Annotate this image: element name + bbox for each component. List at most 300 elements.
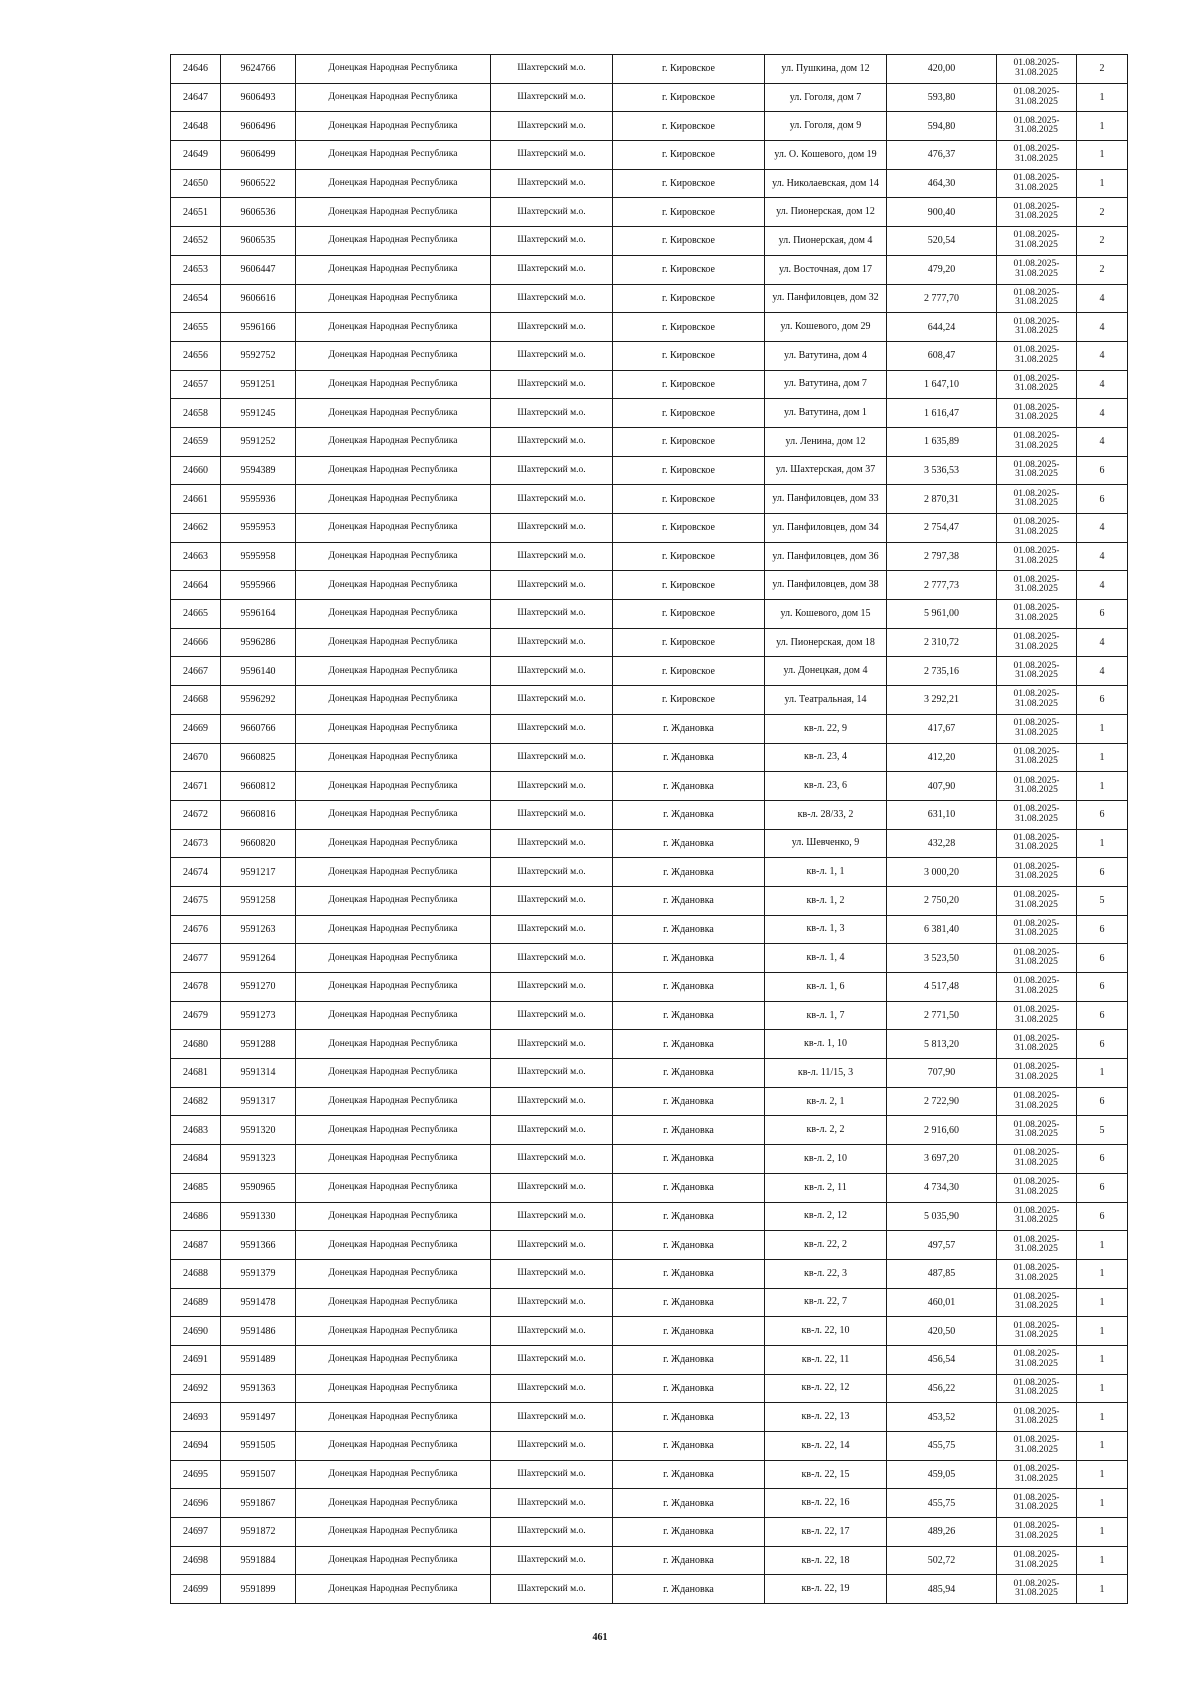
address-cell: ул. Восточная, дом 17 (765, 255, 887, 284)
address-cell: кв-л. 2, 10 (765, 1145, 887, 1174)
area-cell: 900,40 (887, 198, 997, 227)
district-cell: Шахтерский м.о. (491, 858, 613, 887)
area-cell: 497,57 (887, 1231, 997, 1260)
object-code-cell: 9591320 (221, 1116, 296, 1145)
period-cell: 01.08.2025-31.08.2025 (997, 1001, 1077, 1030)
area-cell: 3 292,21 (887, 686, 997, 715)
city-cell: г. Ждановка (613, 1231, 765, 1260)
region-cell: Донецкая Народная Республика (296, 858, 491, 887)
period-cell: 01.08.2025-31.08.2025 (997, 83, 1077, 112)
city-cell: г. Кировское (613, 399, 765, 428)
area-cell: 456,54 (887, 1345, 997, 1374)
table-row (171, 427, 1128, 456)
city-cell: г. Ждановка (613, 1432, 765, 1461)
object-code-cell: 9591314 (221, 1059, 296, 1088)
district-cell: Шахтерский м.о. (491, 341, 613, 370)
area-cell: 417,67 (887, 714, 997, 743)
district-cell: Шахтерский м.о. (491, 169, 613, 198)
district-cell: Шахтерский м.о. (491, 600, 613, 629)
region-cell: Донецкая Народная Республика (296, 628, 491, 657)
table-row (171, 829, 1128, 858)
area-cell: 453,52 (887, 1403, 997, 1432)
address-cell: ул. Ватутина, дом 7 (765, 370, 887, 399)
city-cell: г. Кировское (613, 600, 765, 629)
object-code-cell: 9591264 (221, 944, 296, 973)
row-number-cell: 24697 (171, 1518, 221, 1547)
table-row (171, 284, 1128, 313)
count-cell: 1 (1077, 1345, 1128, 1374)
row-number-cell: 24650 (171, 169, 221, 198)
period-cell: 01.08.2025-31.08.2025 (997, 800, 1077, 829)
table-row (171, 1374, 1128, 1403)
area-cell: 476,37 (887, 141, 997, 170)
row-number-cell: 24690 (171, 1317, 221, 1346)
district-cell: Шахтерский м.о. (491, 1460, 613, 1489)
count-cell: 4 (1077, 284, 1128, 313)
city-cell: г. Кировское (613, 227, 765, 256)
object-code-cell: 9660825 (221, 743, 296, 772)
count-cell: 1 (1077, 1518, 1128, 1547)
object-code-cell: 9596164 (221, 600, 296, 629)
period-cell: 01.08.2025-31.08.2025 (997, 341, 1077, 370)
count-cell: 2 (1077, 227, 1128, 256)
region-cell: Донецкая Народная Республика (296, 1288, 491, 1317)
row-number-cell: 24682 (171, 1087, 221, 1116)
district-cell: Шахтерский м.о. (491, 1374, 613, 1403)
district-cell: Шахтерский м.о. (491, 255, 613, 284)
address-cell: кв-л. 1, 6 (765, 973, 887, 1002)
row-number-cell: 24678 (171, 973, 221, 1002)
object-code-cell: 9596166 (221, 313, 296, 342)
count-cell: 4 (1077, 370, 1128, 399)
region-cell: Донецкая Народная Республика (296, 1202, 491, 1231)
count-cell: 6 (1077, 858, 1128, 887)
city-cell: г. Ждановка (613, 714, 765, 743)
period-cell: 01.08.2025-31.08.2025 (997, 686, 1077, 715)
area-cell: 489,26 (887, 1518, 997, 1547)
period-cell: 01.08.2025-31.08.2025 (997, 858, 1077, 887)
period-cell: 01.08.2025-31.08.2025 (997, 1145, 1077, 1174)
object-code-cell: 9595953 (221, 514, 296, 543)
period-cell: 01.08.2025-31.08.2025 (997, 1202, 1077, 1231)
object-code-cell: 9591884 (221, 1546, 296, 1575)
address-cell: ул. Театральная, 14 (765, 686, 887, 715)
table-row (171, 743, 1128, 772)
city-cell: г. Ждановка (613, 800, 765, 829)
region-cell: Донецкая Народная Республика (296, 141, 491, 170)
district-cell: Шахтерский м.о. (491, 313, 613, 342)
region-cell: Донецкая Народная Республика (296, 1460, 491, 1489)
row-number-cell: 24670 (171, 743, 221, 772)
region-cell: Донецкая Народная Республика (296, 198, 491, 227)
district-cell: Шахтерский м.о. (491, 1345, 613, 1374)
city-cell: г. Кировское (613, 370, 765, 399)
district-cell: Шахтерский м.о. (491, 973, 613, 1002)
period-cell: 01.08.2025-31.08.2025 (997, 915, 1077, 944)
table-row (171, 858, 1128, 887)
area-cell: 2 797,38 (887, 542, 997, 571)
period-cell: 01.08.2025-31.08.2025 (997, 1259, 1077, 1288)
address-cell: ул. Кошевого, дом 29 (765, 313, 887, 342)
period-cell: 01.08.2025-31.08.2025 (997, 255, 1077, 284)
object-code-cell: 9660820 (221, 829, 296, 858)
count-cell: 1 (1077, 1259, 1128, 1288)
region-cell: Донецкая Народная Республика (296, 169, 491, 198)
city-cell: г. Кировское (613, 571, 765, 600)
area-cell: 1 616,47 (887, 399, 997, 428)
table-row (171, 886, 1128, 915)
table-row (171, 1059, 1128, 1088)
district-cell: Шахтерский м.о. (491, 1145, 613, 1174)
address-cell: ул. Шевченко, 9 (765, 829, 887, 858)
object-code-cell: 9591217 (221, 858, 296, 887)
area-cell: 594,80 (887, 112, 997, 141)
area-cell: 2 777,70 (887, 284, 997, 313)
row-number-cell: 24679 (171, 1001, 221, 1030)
object-code-cell: 9592752 (221, 341, 296, 370)
count-cell: 1 (1077, 1546, 1128, 1575)
area-cell: 5 961,00 (887, 600, 997, 629)
city-cell: г. Ждановка (613, 772, 765, 801)
row-number-cell: 24661 (171, 485, 221, 514)
row-number-cell: 24657 (171, 370, 221, 399)
region-cell: Донецкая Народная Республика (296, 571, 491, 600)
city-cell: г. Ждановка (613, 915, 765, 944)
period-cell: 01.08.2025-31.08.2025 (997, 456, 1077, 485)
city-cell: г. Кировское (613, 284, 765, 313)
object-code-cell: 9606536 (221, 198, 296, 227)
period-cell: 01.08.2025-31.08.2025 (997, 198, 1077, 227)
city-cell: г. Кировское (613, 456, 765, 485)
address-cell: кв-л. 2, 11 (765, 1173, 887, 1202)
area-cell: 1 635,89 (887, 427, 997, 456)
object-code-cell: 9591288 (221, 1030, 296, 1059)
region-cell: Донецкая Народная Республика (296, 743, 491, 772)
address-cell: кв-л. 28/33, 2 (765, 800, 887, 829)
area-cell: 412,20 (887, 743, 997, 772)
count-cell: 4 (1077, 571, 1128, 600)
object-code-cell: 9595966 (221, 571, 296, 600)
area-cell: 432,28 (887, 829, 997, 858)
count-cell: 1 (1077, 1489, 1128, 1518)
object-code-cell: 9606499 (221, 141, 296, 170)
count-cell: 6 (1077, 1145, 1128, 1174)
period-cell: 01.08.2025-31.08.2025 (997, 714, 1077, 743)
count-cell: 4 (1077, 341, 1128, 370)
object-code-cell: 9591245 (221, 399, 296, 428)
period-cell: 01.08.2025-31.08.2025 (997, 600, 1077, 629)
period-cell: 01.08.2025-31.08.2025 (997, 1345, 1077, 1374)
period-cell: 01.08.2025-31.08.2025 (997, 169, 1077, 198)
region-cell: Донецкая Народная Республика (296, 1145, 491, 1174)
count-cell: 1 (1077, 743, 1128, 772)
table-row (171, 1288, 1128, 1317)
period-cell: 01.08.2025-31.08.2025 (997, 1059, 1077, 1088)
district-cell: Шахтерский м.о. (491, 83, 613, 112)
area-cell: 2 870,31 (887, 485, 997, 514)
city-cell: г. Кировское (613, 141, 765, 170)
period-cell: 01.08.2025-31.08.2025 (997, 944, 1077, 973)
count-cell: 1 (1077, 1403, 1128, 1432)
count-cell: 4 (1077, 657, 1128, 686)
count-cell: 4 (1077, 514, 1128, 543)
region-cell: Донецкая Народная Республика (296, 1374, 491, 1403)
region-cell: Донецкая Народная Республика (296, 83, 491, 112)
object-code-cell: 9591872 (221, 1518, 296, 1547)
region-cell: Донецкая Народная Республика (296, 600, 491, 629)
district-cell: Шахтерский м.о. (491, 1202, 613, 1231)
district-cell: Шахтерский м.о. (491, 886, 613, 915)
period-cell: 01.08.2025-31.08.2025 (997, 313, 1077, 342)
address-cell: кв-л. 22, 2 (765, 1231, 887, 1260)
object-code-cell: 9660766 (221, 714, 296, 743)
address-cell: ул. Панфиловцев, дом 36 (765, 542, 887, 571)
region-cell: Донецкая Народная Республика (296, 1001, 491, 1030)
table-row (171, 313, 1128, 342)
district-cell: Шахтерский м.о. (491, 829, 613, 858)
row-number-cell: 24649 (171, 141, 221, 170)
region-cell: Донецкая Народная Республика (296, 427, 491, 456)
city-cell: г. Кировское (613, 427, 765, 456)
address-cell: кв-л. 22, 14 (765, 1432, 887, 1461)
address-cell: ул. Кошевого, дом 15 (765, 600, 887, 629)
row-number-cell: 24664 (171, 571, 221, 600)
address-cell: кв-л. 1, 7 (765, 1001, 887, 1030)
row-number-cell: 24662 (171, 514, 221, 543)
area-cell: 485,94 (887, 1575, 997, 1604)
area-cell: 420,50 (887, 1317, 997, 1346)
region-cell: Донецкая Народная Республика (296, 1087, 491, 1116)
district-cell: Шахтерский м.о. (491, 1546, 613, 1575)
city-cell: г. Ждановка (613, 858, 765, 887)
area-cell: 3 000,20 (887, 858, 997, 887)
address-cell: кв-л. 22, 12 (765, 1374, 887, 1403)
city-cell: г. Кировское (613, 198, 765, 227)
area-cell: 459,05 (887, 1460, 997, 1489)
row-number-cell: 24693 (171, 1403, 221, 1432)
address-cell: ул. Пионерская, дом 18 (765, 628, 887, 657)
address-cell: кв-л. 2, 12 (765, 1202, 887, 1231)
period-cell: 01.08.2025-31.08.2025 (997, 1087, 1077, 1116)
district-cell: Шахтерский м.о. (491, 542, 613, 571)
area-cell: 407,90 (887, 772, 997, 801)
area-cell: 4 517,48 (887, 973, 997, 1002)
region-cell: Донецкая Народная Республика (296, 485, 491, 514)
object-code-cell: 9595958 (221, 542, 296, 571)
period-cell: 01.08.2025-31.08.2025 (997, 571, 1077, 600)
city-cell: г. Кировское (613, 514, 765, 543)
address-cell: кв-л. 22, 19 (765, 1575, 887, 1604)
row-number-cell: 24675 (171, 886, 221, 915)
address-cell: кв-л. 1, 4 (765, 944, 887, 973)
district-cell: Шахтерский м.о. (491, 227, 613, 256)
count-cell: 1 (1077, 772, 1128, 801)
address-cell: кв-л. 22, 3 (765, 1259, 887, 1288)
area-cell: 5 035,90 (887, 1202, 997, 1231)
city-cell: г. Ждановка (613, 1030, 765, 1059)
table-row (171, 657, 1128, 686)
table-row (171, 1432, 1128, 1461)
district-cell: Шахтерский м.о. (491, 1231, 613, 1260)
address-cell: кв-л. 23, 6 (765, 772, 887, 801)
row-number-cell: 24689 (171, 1288, 221, 1317)
region-cell: Донецкая Народная Республика (296, 686, 491, 715)
city-cell: г. Кировское (613, 55, 765, 84)
object-code-cell: 9606496 (221, 112, 296, 141)
city-cell: г. Ждановка (613, 1001, 765, 1030)
city-cell: г. Ждановка (613, 1546, 765, 1575)
period-cell: 01.08.2025-31.08.2025 (997, 399, 1077, 428)
object-code-cell: 9591899 (221, 1575, 296, 1604)
area-cell: 455,75 (887, 1489, 997, 1518)
count-cell: 6 (1077, 1173, 1128, 1202)
period-cell: 01.08.2025-31.08.2025 (997, 973, 1077, 1002)
region-cell: Донецкая Народная Республика (296, 1345, 491, 1374)
city-cell: г. Ждановка (613, 1460, 765, 1489)
table-row (171, 1145, 1128, 1174)
city-cell: г. Ждановка (613, 1173, 765, 1202)
district-cell: Шахтерский м.о. (491, 1575, 613, 1604)
district-cell: Шахтерский м.о. (491, 743, 613, 772)
row-number-cell: 24695 (171, 1460, 221, 1489)
row-number-cell: 24655 (171, 313, 221, 342)
count-cell: 2 (1077, 55, 1128, 84)
district-cell: Шахтерский м.о. (491, 1173, 613, 1202)
district-cell: Шахтерский м.о. (491, 915, 613, 944)
district-cell: Шахтерский м.о. (491, 1489, 613, 1518)
row-number-cell: 24668 (171, 686, 221, 715)
row-number-cell: 24674 (171, 858, 221, 887)
table-row (171, 198, 1128, 227)
district-cell: Шахтерский м.о. (491, 1317, 613, 1346)
area-cell: 2 916,60 (887, 1116, 997, 1145)
object-code-cell: 9591867 (221, 1489, 296, 1518)
region-cell: Донецкая Народная Республика (296, 399, 491, 428)
table-row (171, 571, 1128, 600)
count-cell: 1 (1077, 83, 1128, 112)
table-row (171, 1231, 1128, 1260)
table-row (171, 1403, 1128, 1432)
address-cell: кв-л. 22, 16 (765, 1489, 887, 1518)
region-cell: Донецкая Народная Республика (296, 313, 491, 342)
address-cell: кв-л. 22, 10 (765, 1317, 887, 1346)
district-cell: Шахтерский м.о. (491, 141, 613, 170)
table-row (171, 542, 1128, 571)
region-cell: Донецкая Народная Республика (296, 657, 491, 686)
district-cell: Шахтерский м.о. (491, 55, 613, 84)
period-cell: 01.08.2025-31.08.2025 (997, 514, 1077, 543)
row-number-cell: 24672 (171, 800, 221, 829)
table-row (171, 1116, 1128, 1145)
count-cell: 4 (1077, 399, 1128, 428)
district-cell: Шахтерский м.о. (491, 1059, 613, 1088)
address-cell: ул. Панфиловцев, дом 34 (765, 514, 887, 543)
period-cell: 01.08.2025-31.08.2025 (997, 1546, 1077, 1575)
address-cell: ул. Шахтерская, дом 37 (765, 456, 887, 485)
count-cell: 1 (1077, 1231, 1128, 1260)
address-cell: кв-л. 1, 2 (765, 886, 887, 915)
object-code-cell: 9596292 (221, 686, 296, 715)
period-cell: 01.08.2025-31.08.2025 (997, 141, 1077, 170)
row-number-cell: 24648 (171, 112, 221, 141)
region-cell: Донецкая Народная Республика (296, 227, 491, 256)
region-cell: Донецкая Народная Республика (296, 1518, 491, 1547)
table-row (171, 600, 1128, 629)
period-cell: 01.08.2025-31.08.2025 (997, 628, 1077, 657)
city-cell: г. Ждановка (613, 1317, 765, 1346)
city-cell: г. Ждановка (613, 1518, 765, 1547)
address-cell: кв-л. 22, 9 (765, 714, 887, 743)
count-cell: 6 (1077, 485, 1128, 514)
area-cell: 3 523,50 (887, 944, 997, 973)
object-code-cell: 9591273 (221, 1001, 296, 1030)
city-cell: г. Кировское (613, 255, 765, 284)
region-cell: Донецкая Народная Республика (296, 1575, 491, 1604)
region-cell: Донецкая Народная Республика (296, 55, 491, 84)
table-row (171, 399, 1128, 428)
area-cell: 479,20 (887, 255, 997, 284)
count-cell: 1 (1077, 112, 1128, 141)
row-number-cell: 24680 (171, 1030, 221, 1059)
count-cell: 6 (1077, 1001, 1128, 1030)
address-cell: кв-л. 22, 13 (765, 1403, 887, 1432)
object-code-cell: 9591258 (221, 886, 296, 915)
table-row (171, 1518, 1128, 1547)
object-code-cell: 9606493 (221, 83, 296, 112)
city-cell: г. Кировское (613, 686, 765, 715)
table-row (171, 141, 1128, 170)
count-cell: 6 (1077, 1087, 1128, 1116)
district-cell: Шахтерский м.о. (491, 1432, 613, 1461)
count-cell: 1 (1077, 169, 1128, 198)
table-row (171, 1030, 1128, 1059)
row-number-cell: 24686 (171, 1202, 221, 1231)
region-cell: Донецкая Народная Республика (296, 772, 491, 801)
region-cell: Донецкая Народная Республика (296, 255, 491, 284)
address-cell: кв-л. 1, 10 (765, 1030, 887, 1059)
address-cell: ул. Ватутина, дом 4 (765, 341, 887, 370)
count-cell: 6 (1077, 1030, 1128, 1059)
period-cell: 01.08.2025-31.08.2025 (997, 829, 1077, 858)
row-number-cell: 24669 (171, 714, 221, 743)
row-number-cell: 24698 (171, 1546, 221, 1575)
area-cell: 5 813,20 (887, 1030, 997, 1059)
count-cell: 1 (1077, 1288, 1128, 1317)
address-cell: ул. Николаевская, дом 14 (765, 169, 887, 198)
period-cell: 01.08.2025-31.08.2025 (997, 112, 1077, 141)
region-cell: Донецкая Народная Республика (296, 456, 491, 485)
count-cell: 6 (1077, 800, 1128, 829)
period-cell: 01.08.2025-31.08.2025 (997, 1489, 1077, 1518)
address-cell: кв-л. 22, 18 (765, 1546, 887, 1575)
district-cell: Шахтерский м.о. (491, 1518, 613, 1547)
object-code-cell: 9606447 (221, 255, 296, 284)
period-cell: 01.08.2025-31.08.2025 (997, 1173, 1077, 1202)
area-cell: 644,24 (887, 313, 997, 342)
city-cell: г. Кировское (613, 313, 765, 342)
period-cell: 01.08.2025-31.08.2025 (997, 1030, 1077, 1059)
row-number-cell: 24658 (171, 399, 221, 428)
count-cell: 5 (1077, 886, 1128, 915)
period-cell: 01.08.2025-31.08.2025 (997, 1575, 1077, 1604)
district-cell: Шахтерский м.о. (491, 427, 613, 456)
table-row (171, 973, 1128, 1002)
period-cell: 01.08.2025-31.08.2025 (997, 1374, 1077, 1403)
address-cell: ул. Панфиловцев, дом 33 (765, 485, 887, 514)
object-code-cell: 9591252 (221, 427, 296, 456)
address-cell: кв-л. 22, 15 (765, 1460, 887, 1489)
object-code-cell: 9591317 (221, 1087, 296, 1116)
